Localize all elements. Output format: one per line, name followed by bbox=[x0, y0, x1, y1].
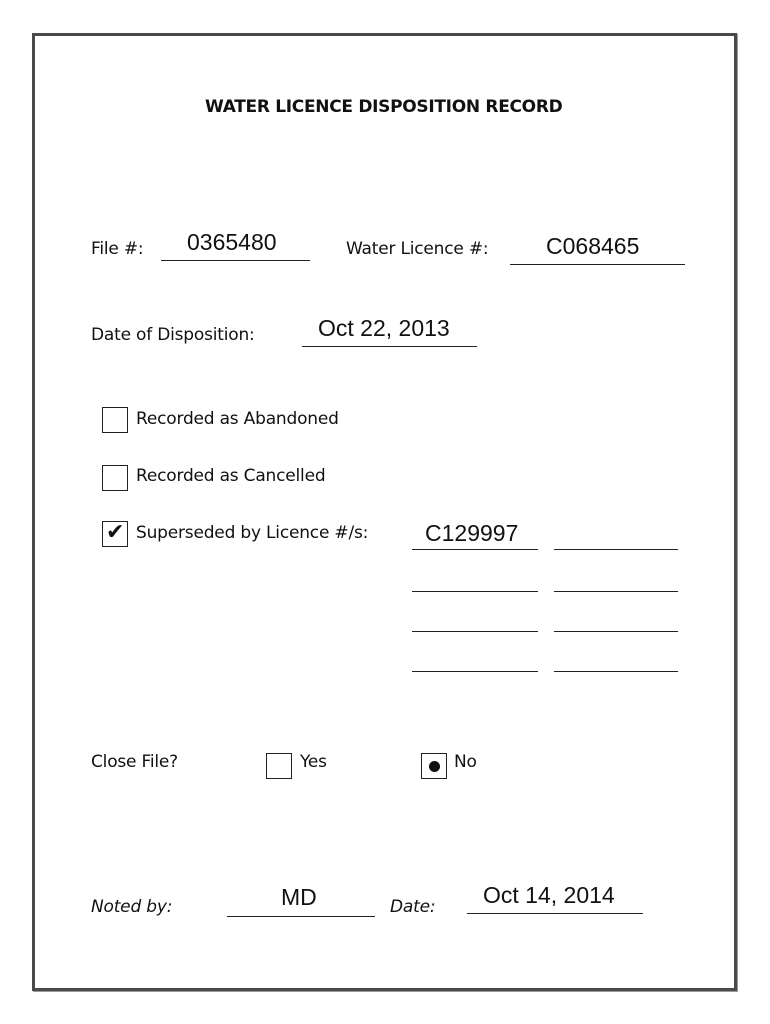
superseded-checkbox[interactable] bbox=[102, 521, 128, 547]
date-of-disposition-line bbox=[302, 346, 477, 347]
page-title: WATER LICENCE DISPOSITION RECORD bbox=[205, 97, 563, 117]
date-of-disposition-label: Date of Disposition: bbox=[91, 325, 255, 345]
superseded-licence-line-1 bbox=[412, 549, 538, 550]
superseded-licence-line-8[interactable] bbox=[554, 671, 678, 672]
superseded-licence-line-7[interactable] bbox=[412, 671, 538, 672]
superseded-licence-line-4[interactable] bbox=[554, 591, 678, 592]
document-frame bbox=[32, 33, 737, 991]
superseded-licence-line-3[interactable] bbox=[412, 591, 538, 592]
selected-dot-icon bbox=[429, 761, 440, 772]
close-file-yes-label: Yes bbox=[300, 752, 327, 772]
close-file-label: Close File? bbox=[91, 752, 178, 772]
checkmark-icon: ✔ bbox=[106, 520, 125, 545]
water-licence-line bbox=[510, 264, 685, 265]
superseded-licence-line-6[interactable] bbox=[554, 631, 678, 632]
noted-by-line bbox=[227, 916, 375, 917]
superseded-licence-line-5[interactable] bbox=[412, 631, 538, 632]
noted-by-field[interactable]: MD bbox=[281, 884, 317, 910]
file-number-field[interactable]: 0365480 bbox=[187, 229, 277, 255]
superseded-licence-line-2[interactable] bbox=[554, 549, 678, 550]
abandoned-checkbox[interactable] bbox=[102, 407, 128, 433]
date-line bbox=[467, 913, 643, 914]
noted-by-label: Noted by: bbox=[91, 897, 173, 917]
file-number-label: File #: bbox=[91, 239, 144, 259]
file-number-line bbox=[161, 260, 310, 261]
date-label: Date: bbox=[390, 897, 436, 917]
cancelled-label: Recorded as Cancelled bbox=[136, 466, 326, 486]
date-field[interactable]: Oct 14, 2014 bbox=[483, 882, 615, 908]
date-of-disposition-field[interactable]: Oct 22, 2013 bbox=[318, 315, 450, 341]
close-file-no-label: No bbox=[454, 752, 477, 772]
water-licence-field[interactable]: C068465 bbox=[546, 233, 640, 259]
abandoned-label: Recorded as Abandoned bbox=[136, 409, 339, 429]
close-file-yes-box[interactable] bbox=[266, 753, 292, 779]
superseded-licence-field-1[interactable]: C129997 bbox=[425, 520, 519, 546]
close-file-no-box[interactable] bbox=[421, 753, 447, 779]
cancelled-checkbox[interactable] bbox=[102, 465, 128, 491]
water-licence-label: Water Licence #: bbox=[346, 239, 489, 259]
superseded-label: Superseded by Licence #/s: bbox=[136, 523, 369, 543]
